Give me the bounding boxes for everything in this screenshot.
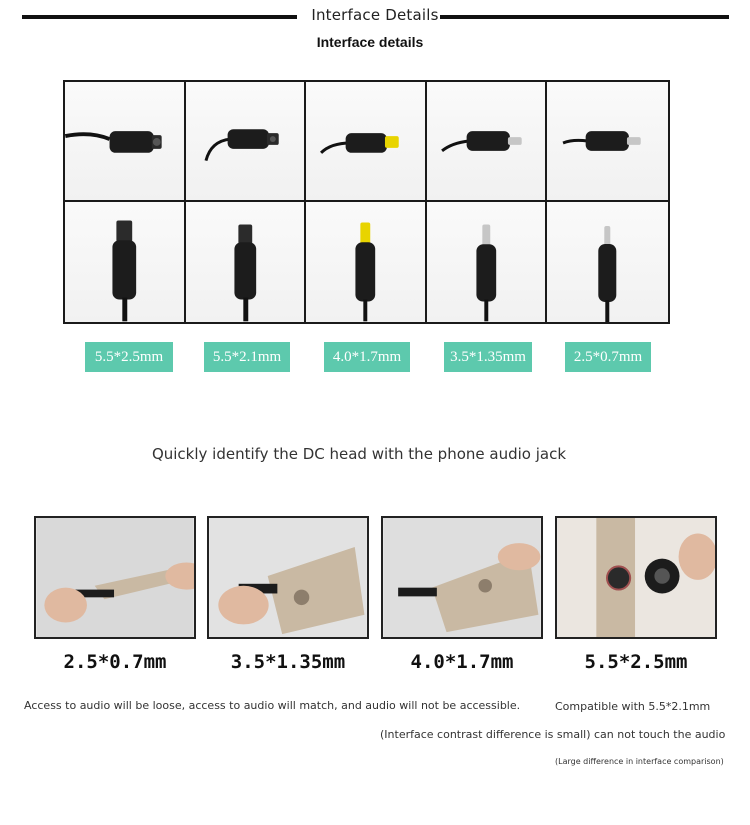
phone-plug-photo	[383, 518, 541, 637]
connector-front-view-3	[306, 202, 427, 322]
dc-plug-side-image	[547, 82, 668, 200]
phone-plug-photo	[36, 518, 194, 637]
dc-plug-front-image	[186, 202, 305, 322]
connector-side-view-4	[427, 82, 548, 202]
dc-plug-side-image	[427, 82, 546, 200]
tip-3	[385, 136, 399, 148]
size-tag-5: 2.5*0.7mm	[565, 342, 651, 372]
connector-front-view-2	[186, 202, 307, 322]
size-tag-2: 5.5*2.1mm	[204, 342, 290, 372]
dc-plug-front-image	[547, 202, 668, 322]
note-contrast: (Interface contrast difference is small) can not touch the audio	[380, 728, 726, 741]
connector-front-view-4	[427, 202, 548, 322]
dc-plug-front-image	[65, 202, 184, 322]
connector-side-view-3	[306, 82, 427, 202]
comparison-photo-1	[34, 516, 196, 639]
comparison-size-2: 3.5*1.35mm	[230, 651, 346, 673]
dc-plug-front-image	[427, 202, 546, 322]
note-compatible: Compatible with 5.5*2.1mm	[555, 700, 711, 713]
connector-front-view-5	[547, 202, 668, 322]
dc-plug-side-image	[65, 82, 184, 200]
comparison-size-3: 4.0*1.7mm	[410, 651, 514, 673]
dc-plug-side-image	[306, 82, 425, 200]
comparison-size-4: 5.5*2.5mm	[584, 651, 688, 673]
connector-side-view-1	[65, 82, 186, 202]
connector-front-view-1	[65, 202, 186, 322]
comparison-photo-2	[207, 516, 369, 639]
size-tag-3: 4.0*1.7mm	[324, 342, 410, 372]
phone-plug-photo	[557, 518, 715, 637]
note-large-difference: (Large difference in interface comparison)	[555, 757, 724, 766]
connector-side-view-2	[186, 82, 307, 202]
dc-plug-front-image	[306, 202, 425, 322]
phone-plug-photo	[209, 518, 367, 637]
comparison-photo-4	[555, 516, 717, 639]
comparison-size-1: 2.5*0.7mm	[63, 651, 167, 673]
page-title: Interface Details	[311, 6, 439, 24]
page-subtitle: Interface details	[316, 34, 424, 50]
comparison-photo-3	[381, 516, 543, 639]
note-fit-left: Access to audio will be loose, access to audio will match, and audio will not be accessible.	[24, 699, 521, 712]
connector-grid	[63, 80, 670, 324]
dc-plug-side-image	[186, 82, 305, 200]
size-tag-4: 3.5*1.35mm	[444, 342, 532, 372]
connector-side-view-5	[547, 82, 668, 202]
section-heading: Quickly identify the DC head with the phone audio jack	[151, 445, 567, 463]
size-tag-1: 5.5*2.5mm	[85, 342, 173, 372]
